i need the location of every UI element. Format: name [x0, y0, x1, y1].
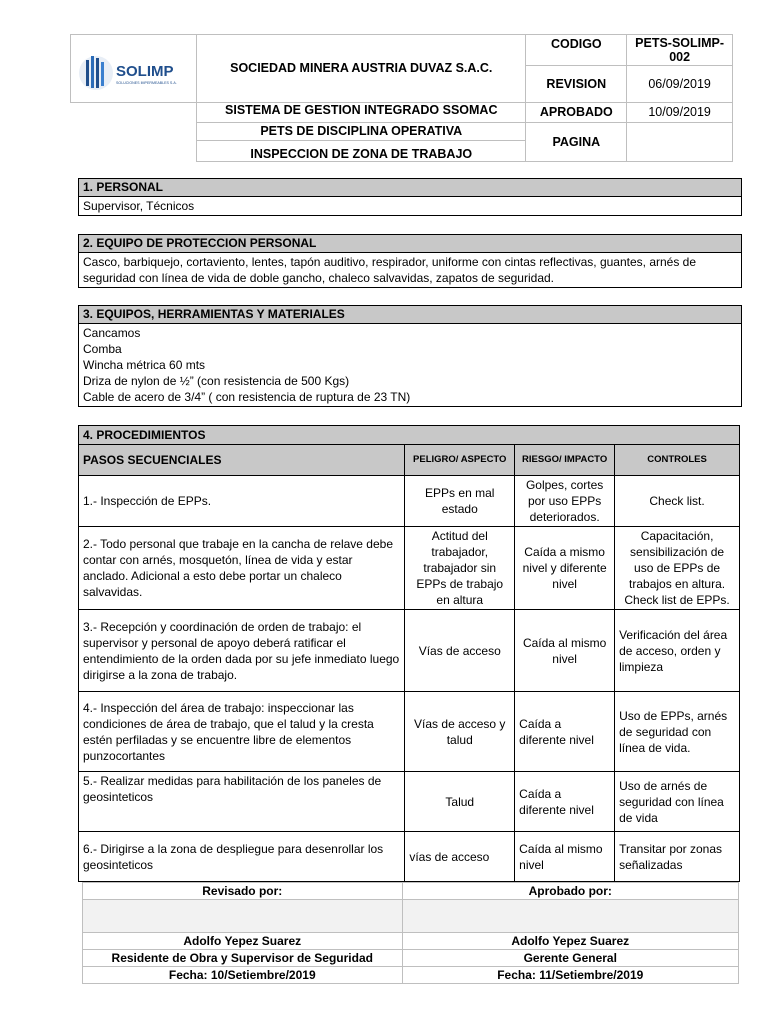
section-body: [79, 197, 741, 215]
revision-label: REVISION: [526, 65, 627, 102]
table-row: [79, 692, 740, 772]
section-line: Cable de acero de 3/4” ( con resistencia de ruptura de 23 TN): [83, 390, 411, 404]
section-epp: [78, 234, 742, 288]
page-title: INSPECCION DE ZONA DE TRABAJO: [250, 146, 473, 161]
aprobado-name: Adolfo Yepez Suarez: [402, 933, 738, 950]
control-cell: Capacitación, sensibilización de uso de EPPs de trabajos en altura. Check list de EPPs.: [615, 527, 740, 610]
control-cell: Transitar por zonas señalizadas: [615, 832, 740, 882]
column-header: PELIGRO/ ASPECTO: [405, 445, 515, 476]
section-line: Cancamos: [83, 326, 141, 340]
logo-subtext: SOLUCIONES IMPERMEABLES S.A.: [116, 81, 177, 85]
aprobado-label: Aprobado por:: [402, 883, 738, 900]
column-header: RIESGO/ IMPACTO: [515, 445, 615, 476]
section-line: Driza de nylon de ½” (con resistencia de 500 Kgs): [83, 374, 350, 388]
peligro-cell: vías de acceso: [405, 832, 515, 882]
section-line: Casco, barbiquejo, cortaviento, lentes, tapón auditivo, respirador, uniforme con cintas reflectivas, guantes, arnés de seguridad con línea de vida de doble gancho, chaleco salvavidas, zapatos de seguridad.: [83, 255, 697, 285]
riesgo-cell: Caída a diferente nivel: [515, 772, 615, 832]
aprobado-role: Gerente General: [402, 950, 738, 967]
table-row: [79, 476, 740, 527]
riesgo-cell: Golpes, cortes por uso EPPs deteriorados.: [515, 476, 615, 527]
section-title: 3. EQUIPOS, HERRAMIENTAS Y MATERIALES: [79, 306, 741, 324]
peligro-cell: Actitud del trabajador, trabajador sin EPPs de trabajo en altura: [405, 527, 515, 610]
discipline-name: PETS DE DISCIPLINA OPERATIVA: [197, 124, 525, 141]
section-personal: [78, 178, 742, 216]
signature-table: [82, 882, 739, 984]
revisado-date: Fecha: 10/Setiembre/2019: [83, 967, 403, 984]
table-row: [79, 832, 740, 882]
logo-cell: [71, 35, 197, 103]
section-line: Supervisor, Técnicos: [83, 199, 195, 213]
column-header: PASOS SECUENCIALES: [79, 445, 405, 476]
step-cell: 3.- Recepción y coordinación de orden de trabajo: el supervisor y personal de apoyo deberá ratificar el entendimiento de la orden dada por su jefe inmediato luego dirigirse a la zona de trabajo.: [79, 610, 405, 692]
peligro-cell: Vías de acceso y talud: [405, 692, 515, 772]
step-cell: 1.- Inspección de EPPs.: [79, 476, 405, 527]
step-cell: 5.- Realizar medidas para habilitación de los paneles de geosinteticos: [79, 772, 405, 832]
control-cell: Uso de arnés de seguridad con línea de vida: [615, 772, 740, 832]
revisado-label: Revisado por:: [83, 883, 403, 900]
section-line: Wincha métrica 60 mts: [83, 358, 206, 372]
riesgo-cell: Caída a mismo nivel y diferente nivel: [515, 527, 615, 610]
document-header: [70, 34, 733, 162]
codigo-value: PETS-SOLIMP-002: [627, 35, 733, 66]
section-body: [79, 324, 741, 406]
aprobado-label: APROBADO: [526, 102, 627, 122]
riesgo-cell: Caída al mismo nivel: [515, 832, 615, 882]
aprobado-date: Fecha: 11/Setiembre/2019: [402, 967, 738, 984]
table-row: [79, 527, 740, 610]
aprobado-value: 10/09/2019: [627, 102, 733, 122]
codigo-label: CODIGO: [526, 35, 627, 66]
control-cell: Check list.: [615, 476, 740, 527]
step-cell: 6.- Dirigirse a la zona de despliegue para desenrollar los geosinteticos: [79, 832, 405, 882]
section-line: Comba: [83, 342, 122, 356]
section-title: 4. PROCEDIMIENTOS: [79, 426, 740, 445]
section-body: [79, 253, 741, 287]
pagina-value: [627, 123, 733, 162]
logo-text: SOLIMP: [116, 63, 174, 80]
document-title: [197, 123, 526, 162]
column-header: CONTROLES: [615, 445, 740, 476]
company-name: SOCIEDAD MINERA AUSTRIA DUVAZ S.A.C.: [197, 35, 526, 103]
pagina-label: PAGINA: [526, 123, 627, 162]
revisado-role: Residente de Obra y Supervisor de Seguridad: [83, 950, 403, 967]
riesgo-cell: Caída a diferente nivel: [515, 692, 615, 772]
step-cell: 4.- Inspección del área de trabajo: inspeccionar las condiciones de área de trabajo, que el talud y la cresta estén perfiladas y se encuentre libre de elementos punzocortantes: [79, 692, 405, 772]
revision-value: 06/09/2019: [627, 65, 733, 102]
procedures-table: [78, 425, 740, 882]
peligro-cell: EPPs en mal estado: [405, 476, 515, 527]
peligro-cell: Talud: [405, 772, 515, 832]
riesgo-cell: Caída al mismo nivel: [515, 610, 615, 692]
system-name: SISTEMA DE GESTION INTEGRADO SSOMAC: [197, 102, 526, 122]
control-cell: Uso de EPPs, arnés de seguridad con línea de vida.: [615, 692, 740, 772]
section-title: 1. PERSONAL: [79, 179, 741, 197]
table-row: [79, 610, 740, 692]
aprobado-signature-area: [402, 900, 738, 933]
revisado-name: Adolfo Yepez Suarez: [83, 933, 403, 950]
step-cell: 2.- Todo personal que trabaje en la cancha de relave debe contar con arnés, mosquetón, línea de vida y estar anclado. Adicional a esto debe portar un chaleco salvavidas.: [79, 527, 405, 610]
table-row: [79, 772, 740, 832]
revisado-signature-area: [83, 900, 403, 933]
section-title: 2. EQUIPO DE PROTECCION PERSONAL: [79, 235, 741, 253]
peligro-cell: Vías de acceso: [405, 610, 515, 692]
control-cell: Verificación del área de acceso, orden y limpieza: [615, 610, 740, 692]
section-equipos: [78, 305, 742, 407]
